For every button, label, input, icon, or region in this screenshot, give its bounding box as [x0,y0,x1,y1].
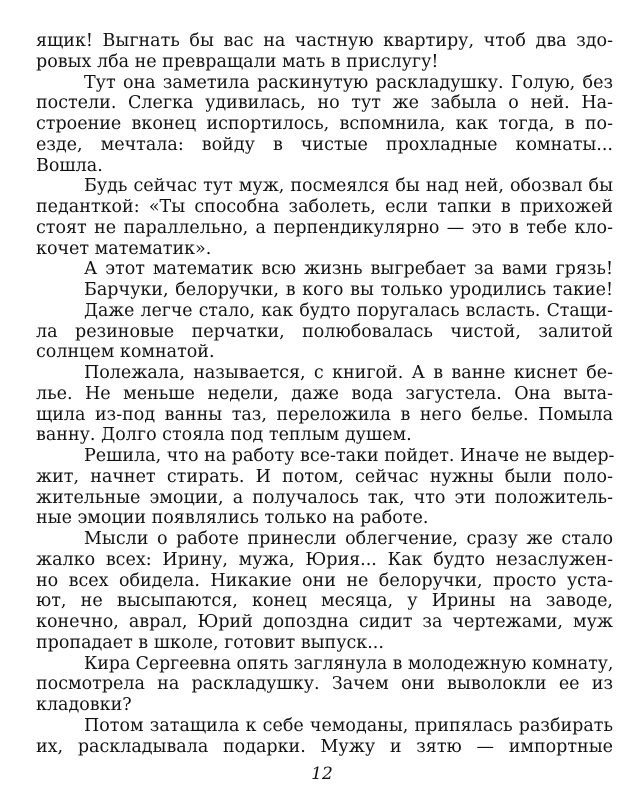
text-line: езде, мечтала: войду в чистые прохладные комнаты... [36,134,613,155]
text-line: ют, не высыпаются, конец месяца, у Ирины на заводе, [36,591,613,612]
text-line: Кира Сергеевна опять заглянула в молодежную комнату, [84,653,614,674]
text-line: ванну. Долго стояла под теплым душем. [36,425,412,446]
text-line: пропадает в школе, готовит выпуск... [36,632,384,653]
text-line: щила из-под ванны таз, переложила в него белье. Помыла [36,404,613,425]
text-line: Тут она заметила раскинутую раскладушку. Голую, без [84,72,613,93]
text-line: Полежала, называется, с книгой. А в ванне киснет бе- [84,363,613,383]
text-line: Решила, что на работу все-таки пойдет. Иначе не выдер- [84,446,615,466]
text-line: жит, начнет стирать. И потом, сейчас нужны были поло- [36,466,613,487]
text-line: жительные эмоции, а получалось так, что эти положитель- [36,487,613,508]
text-line: педанткой: «Ты способна заболеть, если тапки в прихожей [36,197,613,217]
text-line: их, раскладывала подарки. Мужу и зятю — импортные [36,736,613,757]
text-line: лье. Не меньше недели, даже вода загустела. Она выта- [36,383,613,404]
page-number: 12 [311,764,333,784]
text-line: А этот математик всю жизнь выгребает за вами грязь! [84,259,613,280]
text-line: Вошла. [36,155,103,176]
text-line: ные эмоции появлялись только на работе. [36,508,429,529]
text-line: конечно, аврал, Юрий допоздна сидит за чертежами, муж [36,612,613,632]
text-line: жалко всех: Ирину, мужа, Юрия... Как будто незаслужен- [36,549,613,570]
text-line: Даже легче стало, как будто поругалась всласть. Стащи- [84,300,613,321]
text-line: кладовки? [36,695,132,715]
text-line: ящик! Выгнать бы вас на частную квартиру, чтоб два здо- [36,31,613,51]
text-line: но всех обидела. Никакие они не белоручки, просто уста- [36,570,613,591]
text-line: Барчуки, белоручки, в кого вы только уродились такие! [84,280,613,300]
text-line: стоят не параллельно, а перпендикулярно — это в тебе кло- [36,217,613,238]
text-line: ровых лба не превращали мать в прислугу! [36,51,439,72]
text-line: Потом затащила к себе чемоданы, припялась разбирать [84,715,613,736]
text-line: строение вконец испортилось, вспомнила, как тогда, в по- [36,114,613,134]
text-line: ла резиновые перчатки, полюбовалась чистой, залитой [36,321,613,342]
text-line: солнцем комнатой. [36,342,215,363]
text-line: кочет математик». [36,238,212,259]
text-line: посмотрела на раскладушку. Зачем они выволокли ее из [36,674,613,695]
text-line: Будь сейчас тут муж, посмеялся бы над ней, обозвал бы [84,176,613,197]
text-line: постели. Слегка удивилась, но тут же забыла о ней. На- [36,93,613,114]
text-line: Мысли о работе принесли облегчение, сразу же стало [84,529,613,549]
